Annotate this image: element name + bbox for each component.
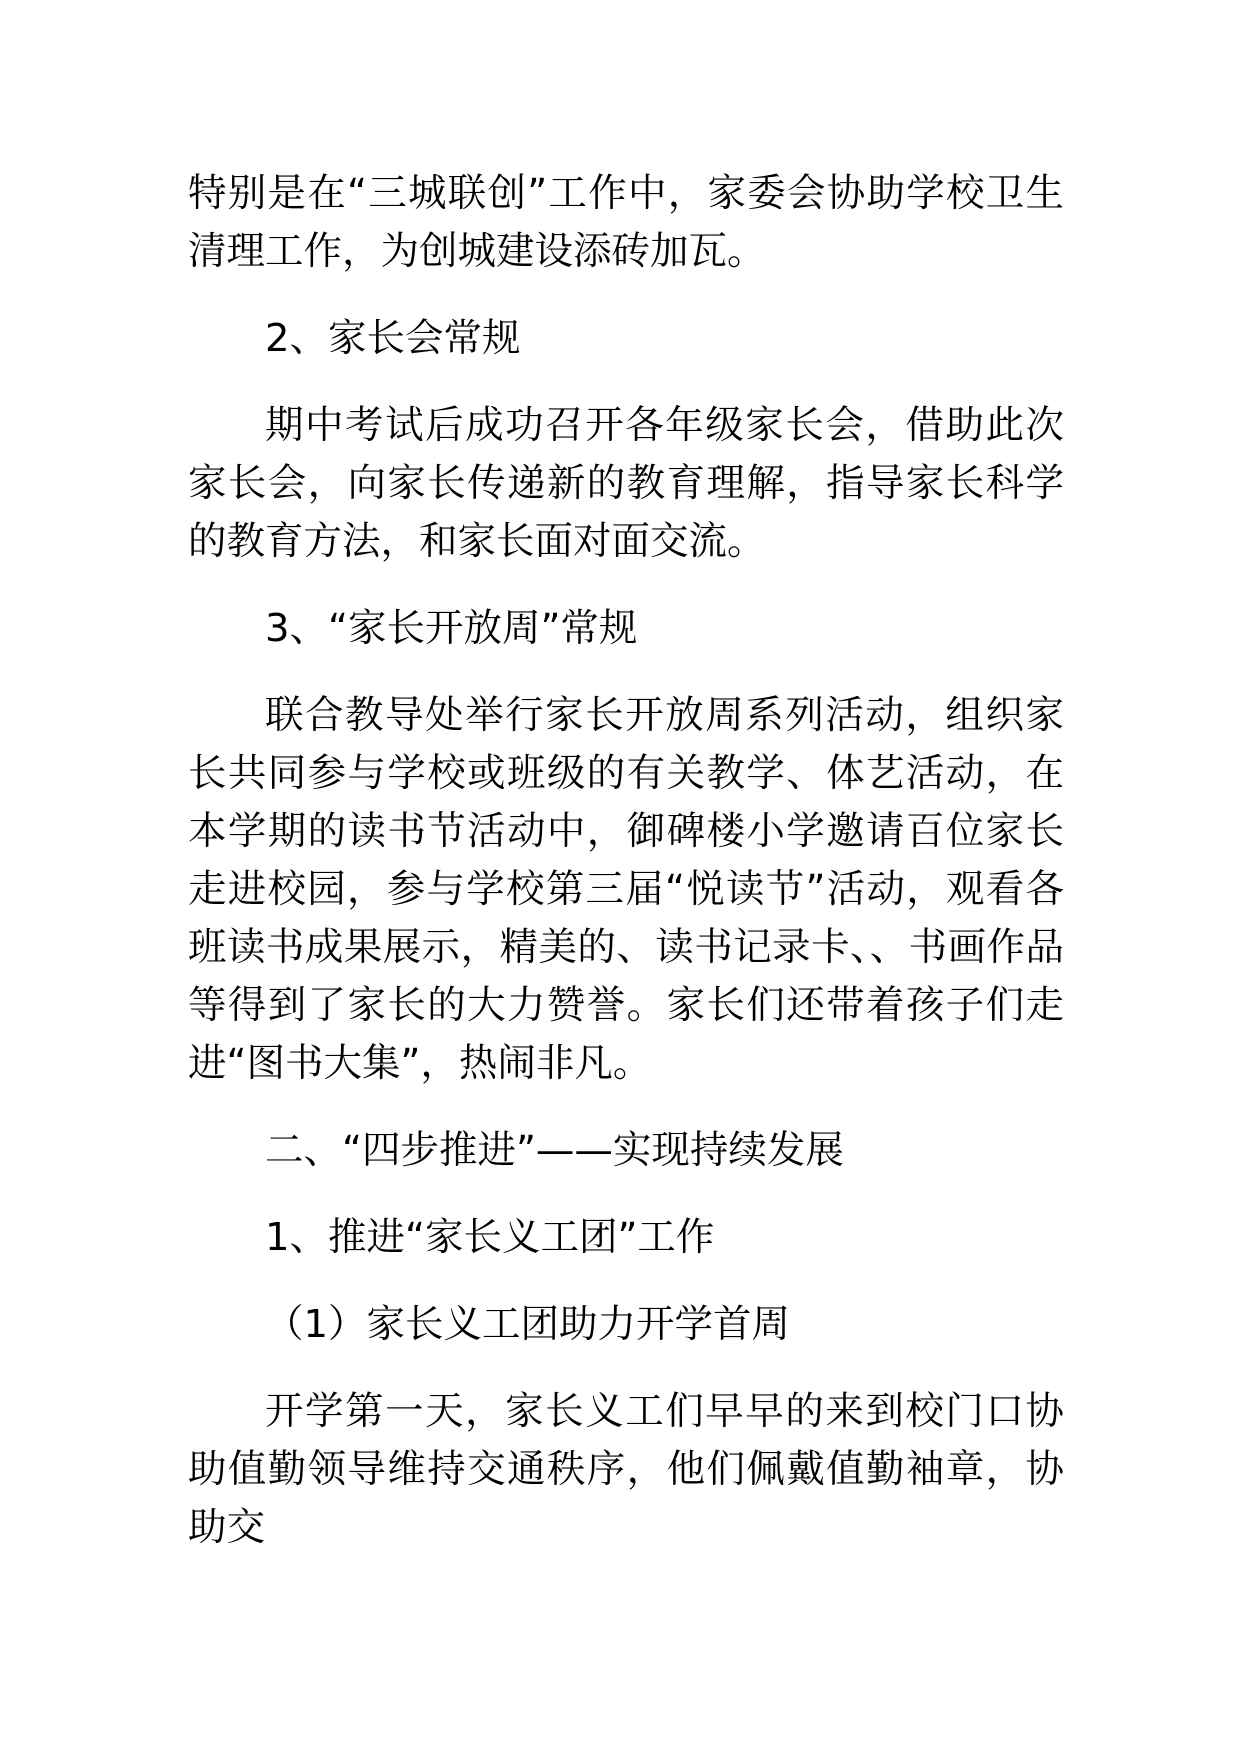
heading-volunteer-group: 1、推进“家长义工团”工作 xyxy=(265,1215,715,1260)
document-body xyxy=(188,165,1064,1557)
paragraph-first-day: 开学第一天，家长义工们早早的来到校门口协助值勤领导维持交通秩序，他们佩戴值勤袖章，协助交 xyxy=(188,1389,1064,1550)
heading-open-week: 3、“家长开放周”常规 xyxy=(265,606,638,651)
paragraph-open-week: 联合教导处举行家长开放周系列活动，组织家长共同参与学校或班级的有关教学、体艺活动，在本学期的读书节活动中，御碑楼小学邀请百位家长走进校园，参与学校第三届“悦读节”活动，观看各班读书成果展示，精美的、读书记录卡、、书画作品等得到了家长的大力赞誉。家长们还带着孩子们走进“图书大集”，热闹非凡。 xyxy=(188,693,1064,1086)
heading-first-week: （1）家长义工团助力开学首周 xyxy=(265,1302,790,1347)
paragraph-parent-meeting: 期中考试后成功召开各年级家长会，借助此次家长会，向家长传递新的教育理解，指导家长科学的教育方法，和家长面对面交流。 xyxy=(188,403,1064,564)
paragraph-continued: 特别是在“三城联创”工作中，家委会协助学校卫生清理工作，为创城建设添砖加瓦。 xyxy=(188,171,1064,274)
heading-parent-meeting: 2、家长会常规 xyxy=(265,316,521,361)
heading-section-two: 二、“四步推进”——实现持续发展 xyxy=(265,1128,844,1173)
